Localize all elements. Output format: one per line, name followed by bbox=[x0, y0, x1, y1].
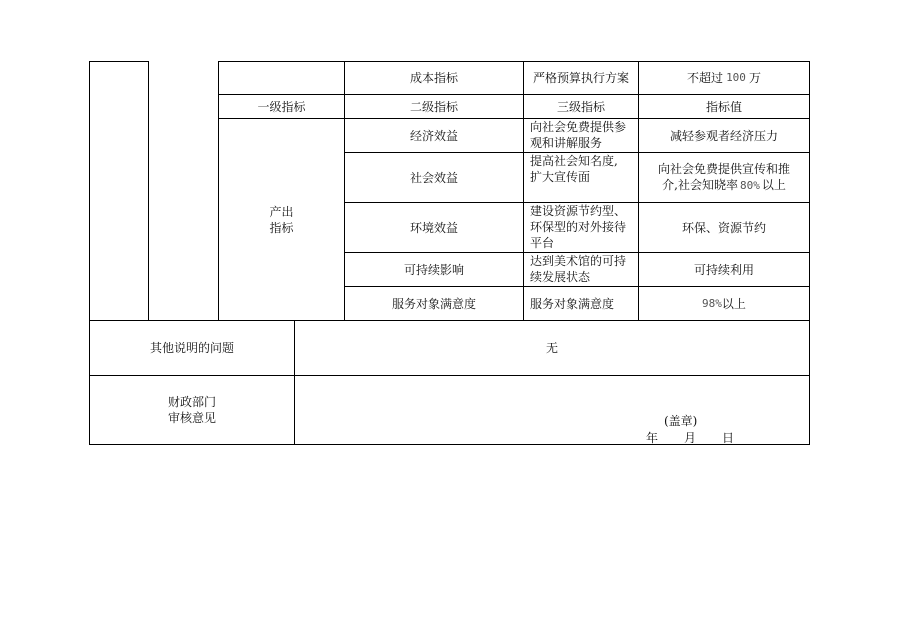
header-level3-text: 三级指标 bbox=[556, 99, 605, 114]
output-indicator-line1: 产出 bbox=[269, 204, 294, 219]
cost-value-cell bbox=[639, 62, 809, 94]
row5-level3-cell bbox=[524, 287, 638, 320]
cost-level3-cell bbox=[524, 62, 638, 94]
row4-level3-cell bbox=[524, 253, 638, 286]
row1-level2-text: 经济效益 bbox=[409, 128, 458, 143]
cost-value-number: 100 bbox=[726, 71, 746, 84]
output-indicator-line2: 指标 bbox=[269, 220, 294, 235]
row3-level2-text: 环境效益 bbox=[409, 220, 458, 235]
finance-opinion-cell bbox=[295, 376, 809, 444]
row3-level3-line3: 平台 bbox=[530, 236, 555, 250]
row4-level3-line2: 续发展状态 bbox=[530, 270, 591, 284]
row2-value-percent: 80% bbox=[739, 179, 760, 192]
finance-day: 日 bbox=[722, 431, 735, 445]
other-issues-value-cell bbox=[295, 321, 809, 375]
row3-level3-line2: 环保型的对外接待 bbox=[530, 220, 627, 234]
row1-value-cell bbox=[639, 119, 809, 152]
row4-level2-cell bbox=[345, 253, 523, 286]
finance-label-line1: 财政部门 bbox=[167, 395, 216, 409]
row5-value-percent: 98% bbox=[702, 296, 722, 310]
header-value-cell bbox=[639, 95, 809, 118]
row3-level3-cell bbox=[524, 203, 638, 252]
vline-col-a bbox=[148, 61, 149, 321]
row5-value-cell bbox=[639, 287, 809, 320]
row1-level3-cell bbox=[524, 119, 638, 152]
row2-level2-cell bbox=[345, 153, 523, 202]
row2-value-line2-suffix: 以上 bbox=[761, 178, 786, 192]
row5-level2-cell bbox=[345, 287, 523, 320]
hline-top-left bbox=[89, 61, 149, 62]
header-level2-text: 二级指标 bbox=[409, 99, 458, 114]
row2-value-line2-prefix: 介,社会知晓率 bbox=[662, 178, 738, 192]
row3-level3-line1: 建设资源节约型、 bbox=[530, 204, 627, 218]
header-value-text: 指标值 bbox=[705, 99, 742, 114]
row3-level2-cell bbox=[345, 203, 523, 252]
row5-level2-text: 服务对象满意度 bbox=[391, 296, 476, 311]
cost-value-prefix: 不超过 bbox=[687, 71, 724, 85]
cost-level3-text: 严格预算执行方案 bbox=[532, 71, 629, 85]
row2-level2-text: 社会效益 bbox=[409, 170, 458, 185]
other-issues-value: 无 bbox=[545, 341, 558, 355]
finance-label-line2: 审核意见 bbox=[167, 411, 216, 425]
header-level1-text: 一级指标 bbox=[257, 99, 306, 114]
cost-level2-text: 成本指标 bbox=[409, 71, 458, 85]
row2-value-line1: 向社会免费提供宣传和推 bbox=[657, 162, 790, 176]
header-level1-cell bbox=[219, 95, 344, 118]
vline-right-edge bbox=[809, 61, 810, 445]
row1-level2-cell bbox=[345, 119, 523, 152]
finance-label-cell bbox=[90, 376, 294, 444]
row4-value-text: 可持续利用 bbox=[693, 262, 754, 277]
finance-stamp: (盖章) bbox=[664, 414, 698, 428]
cost-value-suffix: 万 bbox=[748, 71, 761, 85]
row5-value-suffix: 以上 bbox=[721, 296, 746, 311]
other-issues-label: 其他说明的问题 bbox=[149, 341, 234, 355]
header-level3-cell bbox=[524, 95, 638, 118]
header-level2-cell bbox=[345, 95, 523, 118]
output-indicator-cell bbox=[219, 119, 344, 320]
other-issues-label-cell bbox=[90, 321, 294, 375]
row1-level3-line2: 观和讲解服务 bbox=[530, 136, 603, 150]
row3-value-cell bbox=[639, 203, 809, 252]
row1-level3-line1: 向社会免费提供参 bbox=[530, 120, 627, 134]
row3-value-text: 环保、资源节约 bbox=[681, 220, 766, 235]
row1-value-text: 减轻参观者经济压力 bbox=[669, 128, 778, 143]
finance-year: 年 bbox=[646, 431, 659, 445]
cost-level2-cell bbox=[345, 62, 523, 94]
row2-value-cell bbox=[639, 153, 809, 202]
row2-level3-cell bbox=[524, 153, 638, 202]
row4-level2-text: 可持续影响 bbox=[403, 262, 464, 277]
row2-level3-line2: 扩大宣传面 bbox=[530, 170, 591, 184]
row2-value-line2 bbox=[662, 177, 786, 194]
row5-level3-text: 服务对象满意度 bbox=[530, 296, 615, 311]
row4-level3-line1: 达到美术馆的可持 bbox=[530, 254, 627, 268]
row4-value-cell bbox=[639, 253, 809, 286]
finance-month: 月 bbox=[684, 431, 697, 445]
hline-table-bottom bbox=[89, 444, 810, 445]
row2-level3-line1: 提高社会知名度, bbox=[530, 154, 618, 168]
